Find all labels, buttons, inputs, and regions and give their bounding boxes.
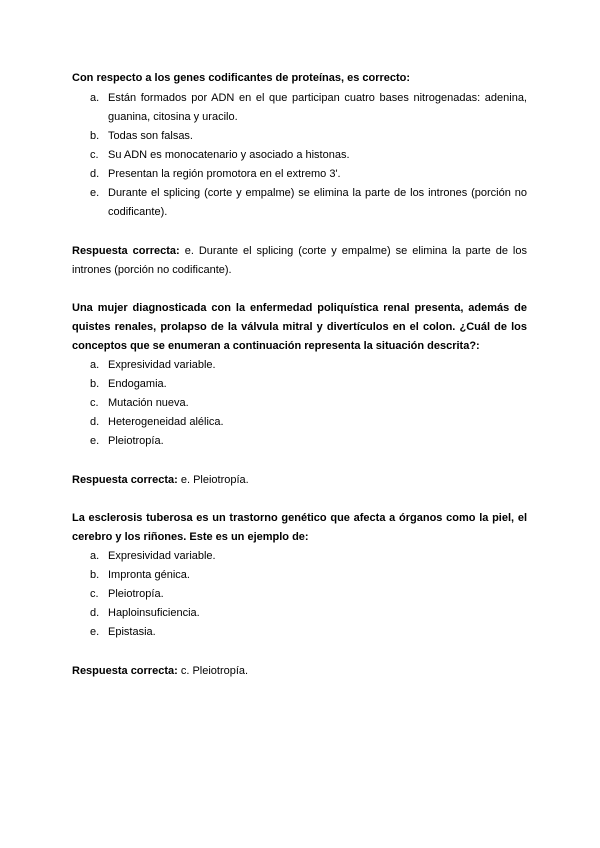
- answer-label: Respuesta correcta:: [72, 245, 180, 257]
- option-text: Haploinsuficiencia.: [108, 607, 200, 619]
- option-text: Están formados por ADN en el que participan cuatro bases nitrogenadas: adenina, guanina, citosina y uracilo.: [108, 92, 527, 123]
- option-text: Expresividad variable.: [108, 550, 216, 562]
- option-text: Expresividad variable.: [108, 359, 216, 371]
- question-1-option-c: [90, 146, 527, 165]
- option-text: Pleiotropía.: [108, 588, 164, 600]
- question-2-option-a: [90, 356, 527, 375]
- option-text: Todas son falsas.: [108, 130, 193, 142]
- option-text: Endogamia.: [108, 378, 167, 390]
- question-2-option-d: [90, 413, 527, 432]
- answer-text: e. Pleiotropía.: [180, 474, 249, 486]
- option-letter: c.: [90, 588, 99, 600]
- option-letter: d.: [90, 416, 100, 428]
- question-1-option-d: [90, 165, 527, 184]
- option-letter: b.: [90, 130, 100, 142]
- question-1-option-a: [90, 89, 527, 127]
- answer-label: Respuesta correcta:: [72, 474, 178, 486]
- answer-label: Respuesta correcta:: [72, 665, 178, 677]
- option-letter: a.: [90, 550, 100, 562]
- answer-text: e. Durante el splicing (corte y empalme) se elimina la parte de los intrones (porción no codificante).: [72, 245, 527, 276]
- question-1-option-e: [90, 184, 527, 222]
- question-2-option-c: [90, 394, 527, 413]
- question-3-stem: La esclerosis tuberosa es un trastorno genético que afecta a órganos como la piel, el cerebro y los riñones. Este es un ejemplo de:: [72, 512, 527, 543]
- option-text: Impronta génica.: [108, 569, 190, 581]
- option-text: Mutación nueva.: [108, 397, 189, 409]
- option-text: Heterogeneidad alélica.: [108, 416, 224, 428]
- question-3-option-a: [90, 547, 527, 566]
- option-letter: a.: [90, 92, 100, 104]
- option-letter: c.: [90, 149, 99, 161]
- option-letter: b.: [90, 569, 100, 581]
- option-letter: b.: [90, 378, 100, 390]
- option-text: Pleiotropía.: [108, 435, 164, 447]
- question-2-option-b: [90, 375, 527, 394]
- question-2-answer: [72, 471, 527, 490]
- option-letter: e.: [90, 626, 100, 638]
- option-text: Su ADN es monocatenario y asociado a histonas.: [108, 149, 350, 161]
- option-text: Durante el splicing (corte y empalme) se elimina la parte de los intrones (porción no codificante).: [108, 187, 527, 218]
- option-letter: e.: [90, 187, 100, 199]
- question-2-stem: Una mujer diagnosticada con la enfermedad poliquística renal presenta, además de quistes renales, prolapso de la válvula mitral y divertículos en el colon. ¿Cuál de los conceptos que se enumeran a continuación representa la situación descrita?:: [72, 302, 527, 352]
- question-1-stem: Con respecto a los genes codificantes de proteínas, es correcto:: [72, 72, 411, 84]
- option-letter: d.: [90, 168, 100, 180]
- option-text: Epistasia.: [108, 626, 156, 638]
- question-3-option-d: [90, 604, 527, 623]
- question-3-option-c: [90, 585, 527, 604]
- question-3-option-b: [90, 566, 527, 585]
- answer-text: c. Pleiotropía.: [180, 665, 249, 677]
- question-3-answer: [72, 662, 527, 681]
- option-letter: d.: [90, 607, 100, 619]
- option-text: Presentan la región promotora en el extremo 3'.: [108, 168, 341, 180]
- question-2-option-e: [90, 432, 527, 451]
- question-3-option-e: [90, 623, 527, 642]
- option-letter: c.: [90, 397, 99, 409]
- option-letter: a.: [90, 359, 100, 371]
- question-1-option-b: [90, 127, 527, 146]
- option-letter: e.: [90, 435, 100, 447]
- question-1-answer: [72, 242, 527, 280]
